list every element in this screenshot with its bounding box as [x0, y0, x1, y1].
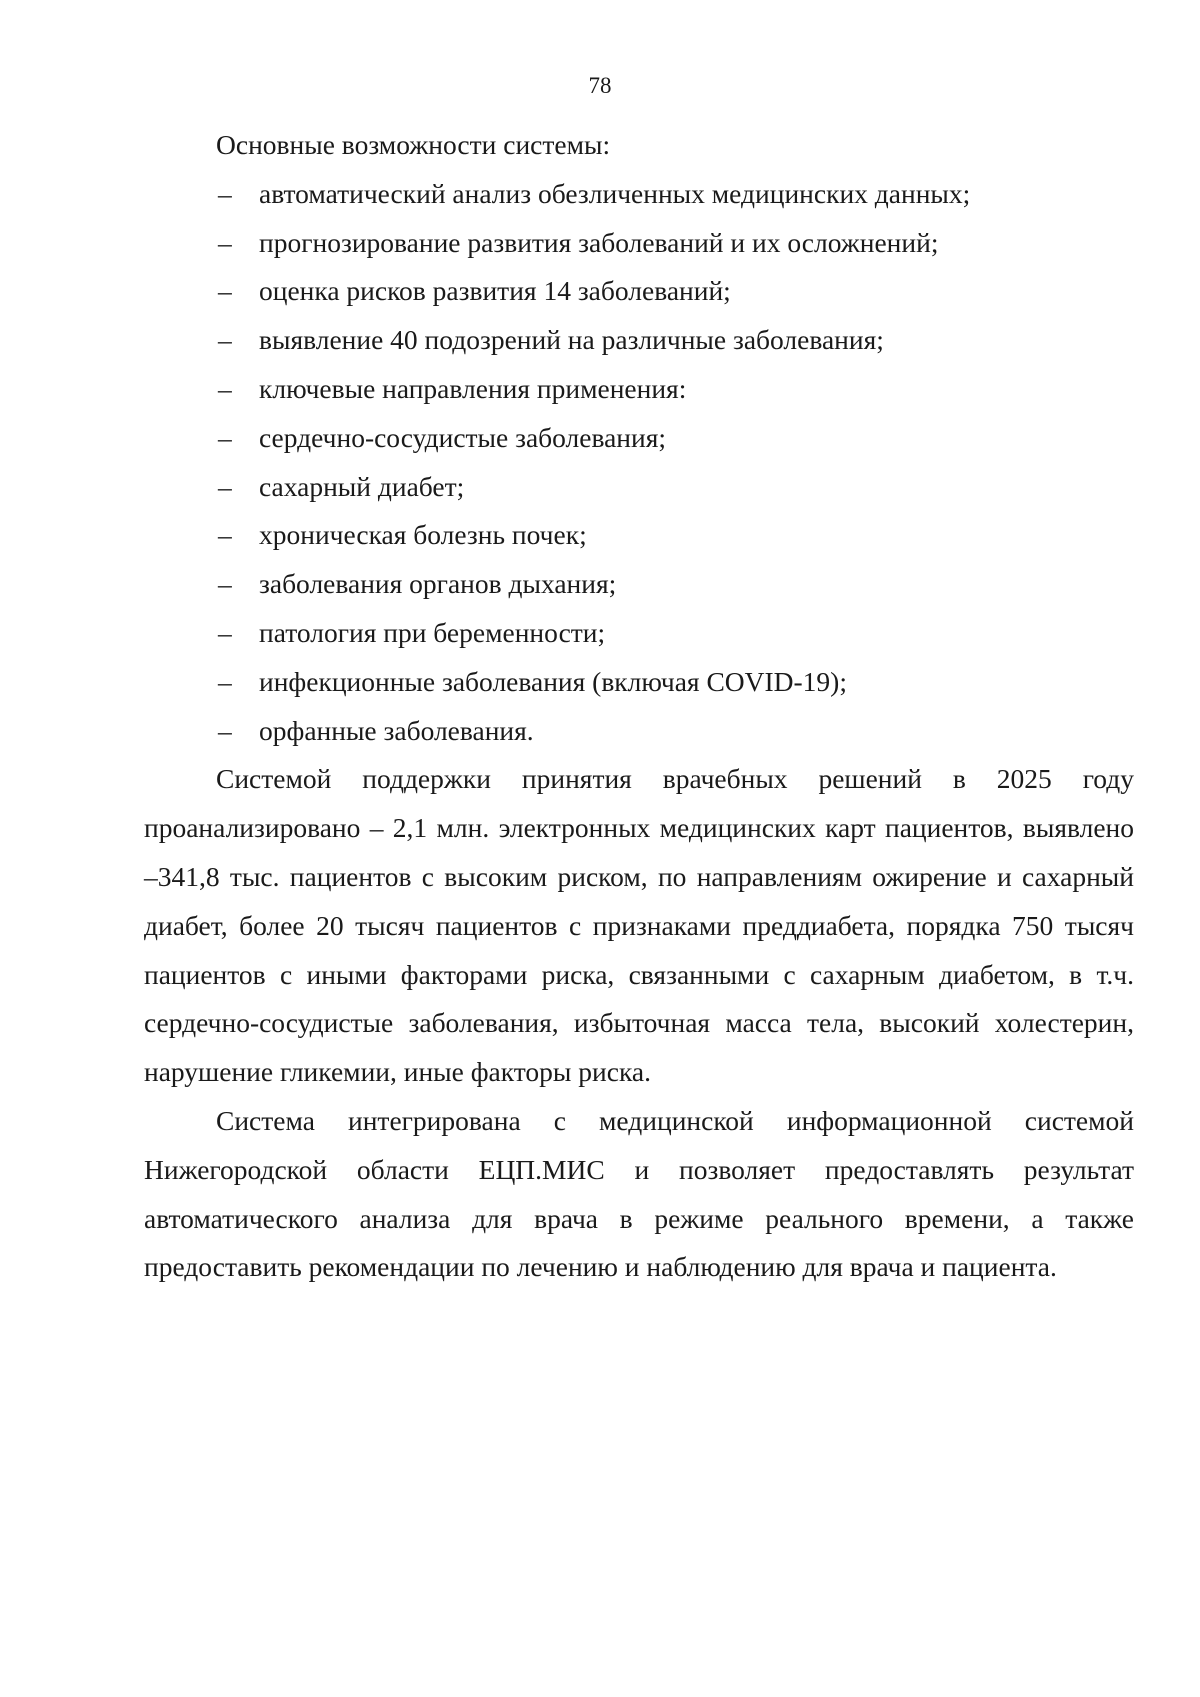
- list-item: [144, 219, 1134, 268]
- dash-marker: –: [218, 470, 232, 502]
- dash-marker: –: [218, 616, 232, 648]
- list-item: [144, 609, 1134, 658]
- list-item: [144, 414, 1134, 463]
- list-item: [144, 365, 1134, 414]
- dash-marker: –: [218, 226, 232, 258]
- list-item-text: ключевые направления применения:: [259, 372, 687, 404]
- capabilities-list: [144, 170, 1134, 756]
- dash-marker: –: [218, 665, 232, 697]
- list-item-text: хроническая болезнь почек;: [259, 519, 587, 551]
- body-paragraph: Системой поддержки принятия врачебных решений в 2025 году проанализировано – 2,1 млн. электронных медицинских карт пациентов, выявлено –341,8 тыс. пациентов с высоким риском, по направлениям ожирение и сахарный диабет, более 20 тысяч пациентов с признаками преддиабета, порядка 750 тысяч пациентов с иными факторами риска, связанными с сахарным диабетом, в т.ч. сердечно-сосудистые заболевания, избыточная масса тела, высокий холестерин, нарушение гликемии, иные факторы риска.: [144, 763, 1134, 1088]
- dash-marker: –: [218, 275, 232, 307]
- list-item: [144, 463, 1134, 512]
- page-body: [144, 121, 1134, 1292]
- list-item: [144, 170, 1134, 219]
- list-item: [144, 707, 1134, 756]
- list-item: [144, 316, 1134, 365]
- list-item: [144, 267, 1134, 316]
- list-item-text: заболевания органов дыхания;: [259, 568, 617, 600]
- list-item-text: выявление 40 подозрений на различные заболевания;: [259, 324, 884, 356]
- list-item: [144, 658, 1134, 707]
- list-item: [144, 560, 1134, 609]
- body-paragraph: Система интегрирована с медицинской информационной системой Нижегородской области ЕЦП.МИС и позволяет предоставлять результат автоматического анализа для врача в режиме реального времени, а также предоставить рекомендации по лечению и наблюдению для врача и пациента.: [144, 1104, 1134, 1283]
- list-item-text: патология при беременности;: [259, 616, 606, 648]
- dash-marker: –: [218, 372, 232, 404]
- dash-marker: –: [218, 714, 232, 746]
- list-item-text: оценка рисков развития 14 заболеваний;: [259, 275, 731, 307]
- dash-marker: –: [218, 421, 232, 453]
- dash-marker: –: [218, 177, 232, 209]
- list-item-text: сердечно-сосудистые заболевания;: [259, 421, 667, 453]
- list-item-text: сахарный диабет;: [259, 470, 465, 502]
- list-item-text: автоматический анализ обезличенных медицинских данных;: [259, 177, 971, 209]
- list-item-text: инфекционные заболевания (включая COVID-19);: [259, 665, 847, 697]
- page-number: 78: [588, 73, 612, 98]
- list-item-text: орфанные заболевания.: [259, 714, 534, 746]
- list-item-text: прогнозирование развития заболеваний и их осложнений;: [259, 226, 939, 258]
- dash-marker: –: [218, 519, 232, 551]
- list-intro: Основные возможности системы:: [216, 129, 611, 160]
- dash-marker: –: [218, 324, 232, 356]
- dash-marker: –: [218, 568, 232, 600]
- list-item: [144, 511, 1134, 560]
